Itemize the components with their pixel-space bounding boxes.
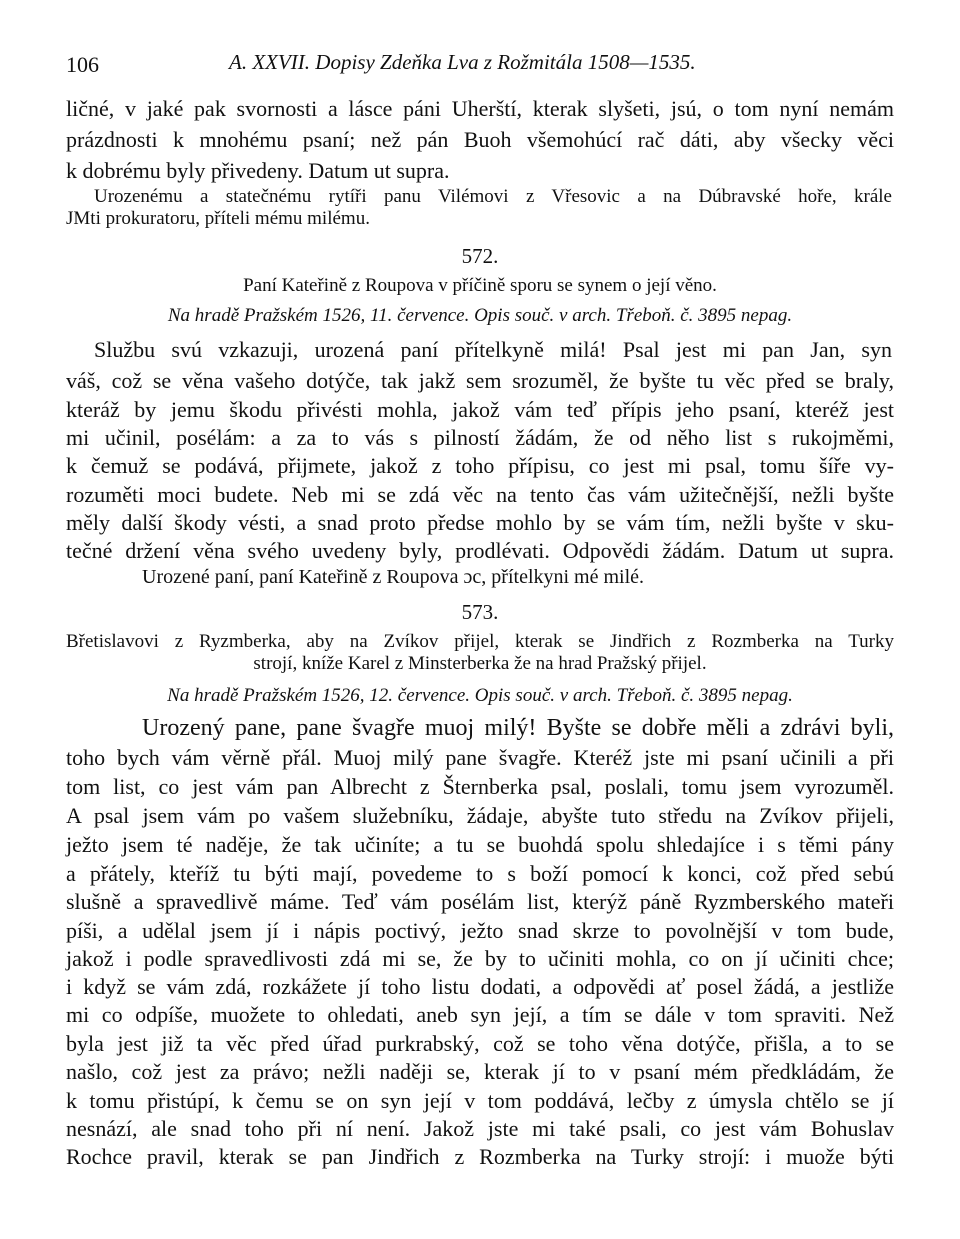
address-line: Urozené paní, paní Kateřině z Roupova ɔc, přítelkyni mé milé. — [142, 566, 645, 588]
text-line: ličné, v jaké pak svornosti a lásce páni Uherští, kterak slyšeti, jsú, o tom nyní nemám — [66, 96, 894, 121]
letter-summary: strojí, kníže Karel z Minsterberka že na hrad Pražský přijel. — [253, 653, 707, 674]
text-line: nesnází, ale snad toho při ní není. Jakož jste mi také psali, co jest vám Bohuslav — [66, 1116, 894, 1141]
text-line: píši, a udělal jsem jí i nápis poctivý, ježto snad skrze to povolnější v tom bude, — [66, 918, 894, 943]
text-line: měly další škody vésti, a snad proto předse mohlo by se vám tím, nežli byšte v sku- — [66, 510, 894, 535]
letter-number: 572. — [461, 244, 499, 268]
letter-summary: Břetislavovi z Ryzmberka, aby na Zvíkov přijel, kterak se Jindřich z Rozmberka na Turky — [66, 631, 894, 652]
text-line: rozuměti moci budete. Neb mi se zdá věc na tento čas vám užitečnější, nežli byšte — [66, 482, 894, 507]
letter-source: Na hradě Pražském 1526, 12. července. Opis souč. v arch. Třeboň. č. 3895 nepag. — [167, 685, 793, 706]
text-line: prázdnosti k mnohému psaní; než pán Buoh všemohúcí rač dáti, aby všecky věci — [66, 127, 894, 152]
letter-summary: Paní Kateřině z Roupova v příčině sporu se synem o její věno. — [243, 275, 717, 296]
text-line: k čemuž se podává, přijmete, jakož z toho přípisu, co jest mi psal, tomu šíře vy- — [66, 453, 894, 478]
text-line: i když se vám zdá, rozkážete jí toho listu dodati, a odpovědi ať posel žádá, a jestliže — [66, 974, 894, 999]
text-line: k tomu přistúpí, k čemu se on syn její v tom poddává, lečby z úmysla chtělo se jí — [66, 1088, 894, 1113]
text-line: našlo, což jest za právo; nežli naději se, kterak jí to v psaní mém předkládám, že — [66, 1059, 894, 1084]
text-line: a přátely, kteříž tu býti mají, povedeme to s boží pomocí k konci, což před sebú — [66, 861, 894, 886]
text-line: Urozený pane, pane švagře muoj milý! Byšte se dobře měli a zdrávi byli, — [142, 715, 894, 741]
text-line: byla jest již ta věc před úřad purkrabský, což se toho věna dotýče, přišla, a to se — [66, 1031, 894, 1056]
text-line: jakož i podle spravedlivosti zdá mi se, že by to učiniti mohla, co on jí učiniti chce; — [66, 946, 894, 971]
text-line: A psal jsem vám po vašem služebníku, žádaje, abyšte tuto středu na Zvíkov přijeli, — [66, 803, 894, 828]
text-line: tečné držení věna svého uvedeny byly, prodlévati. Odpovědi žádám. Datum ut supra. — [66, 538, 894, 563]
text-line: k dobrému byly přivedeny. Datum ut supra. — [66, 158, 450, 183]
page-number: 106 — [66, 52, 99, 77]
text-line: toho bych vám věrně přál. Muoj milý pane švagře. Kteréž jste mi psaní učinili a při — [66, 745, 894, 770]
letter-source: Na hradě Pražském 1526, 11. července. Opis souč. v arch. Třeboň. č. 3895 nepag. — [167, 305, 793, 326]
text-line: váš, což se věna vašeho dotýče, tak jakž sem srozuměl, že byšte tu věc před se braly, — [66, 368, 894, 393]
text-line: slušně a spravedlivě máme. Teď vám posélám list, kterýž páně Ryzmberského mateři — [66, 889, 894, 914]
letter-number: 573. — [461, 600, 499, 624]
text-line: tom list, co jest vám pan Albrecht z Šternberka psal, poslali, tomu jsem vyrozuměl. — [66, 774, 894, 799]
text-line: mi co odpíše, muožete to ohledati, aneb syn její, a tím se dále v tom spraviti. Než — [66, 1002, 894, 1027]
text-line: Rochce pravil, kterak se pan Jindřich z Rozmberka na Turky strojí: i muože býti — [66, 1144, 894, 1169]
text-line: Službu svú vzkazuji, urozená paní přítelkyně milá! Psal jest mi pan Jan, syn — [94, 337, 892, 362]
address-line: JMti prokuratoru, příteli mému milému. — [66, 208, 370, 229]
text-line: mi učinil, posélám: a za to vás s pilností žádám, že od něho list s rukojměmi, — [66, 425, 894, 450]
address-line: Urozenému a statečnému rytíři panu Vilémovi z Vřesovic a na Dúbravské hoře, krále — [94, 186, 892, 207]
text-line: kteráž by jemu škodu přivésti mohla, jakož vám teď přípis jeho psaní, kteréž jest — [66, 397, 894, 422]
running-title: A. XXVII. Dopisy Zdeňka Lva z Rožmitála 1508—1535. — [229, 50, 696, 74]
text-line: ježto jsem té naděje, že tak učiníte; a tu se buohdá spolu shledajíce i s těmi pány — [66, 832, 894, 857]
